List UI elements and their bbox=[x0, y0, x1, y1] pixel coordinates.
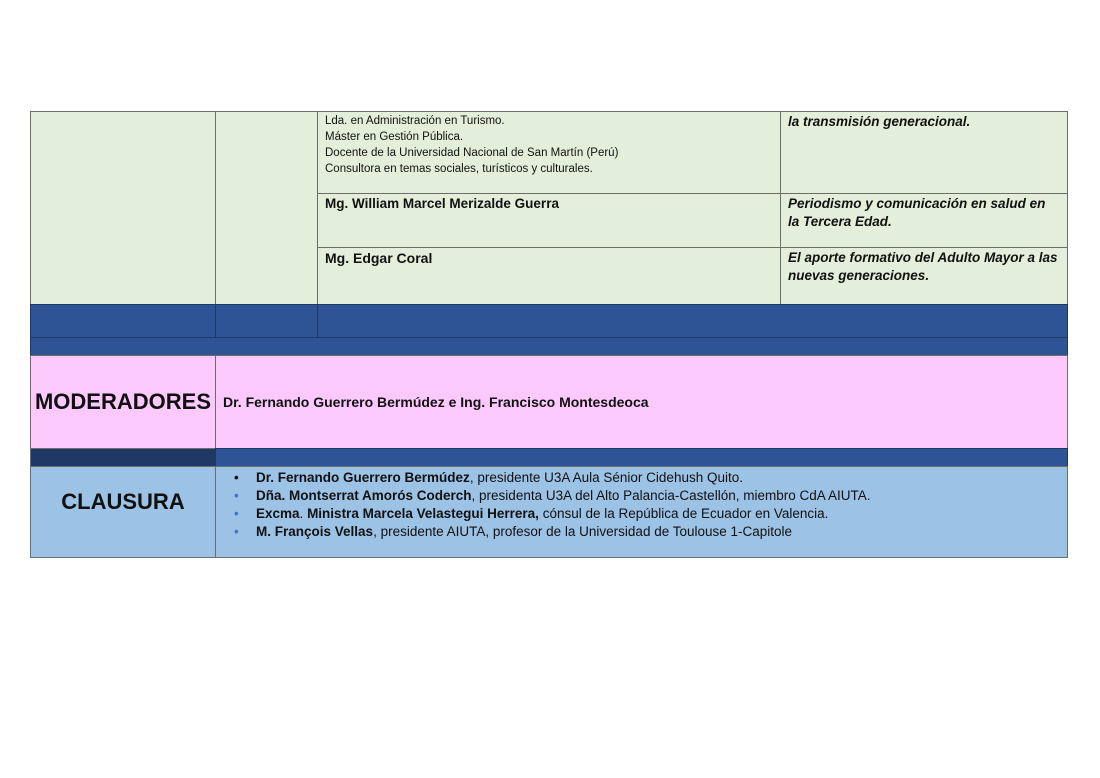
clausura-label-cell bbox=[30, 466, 216, 558]
speaker-bio-cell bbox=[317, 111, 781, 194]
talk-topic: la transmisión generacional. bbox=[788, 114, 971, 129]
speaker-name-cell bbox=[317, 193, 781, 248]
item-text: , presidente AIUTA, profesor de la Universidad de Toulouse 1-Capitole bbox=[373, 524, 793, 539]
separator-cell bbox=[30, 448, 216, 467]
item-text: , presidenta U3A del Alto Palancia-Castellón, miembro CdA AIUTA. bbox=[471, 488, 871, 503]
item-bold: Excma bbox=[256, 506, 300, 521]
moderadores-text-cell bbox=[215, 355, 1068, 449]
separator-cell bbox=[215, 304, 318, 338]
speaker-name: Mg. William Marcel Merizalde Guerra bbox=[325, 196, 559, 211]
item-text: . bbox=[299, 506, 308, 521]
list-item bbox=[216, 505, 1067, 523]
talk-topic-cell bbox=[780, 111, 1068, 194]
moderadores-text: Dr. Fernando Guerrero Bermúdez e Ing. Francisco Montesdeoca bbox=[223, 394, 649, 410]
bio-line: Docente de la Universidad Nacional de San Martín (Perú) bbox=[325, 147, 619, 159]
talk-topic-cell bbox=[780, 247, 1068, 305]
item-bold: Ministra Marcela Velastegui Herrera, bbox=[307, 506, 539, 521]
separator-cell bbox=[30, 304, 216, 338]
item-text: , presidente U3A Aula Sénior Cidehush Quito. bbox=[469, 470, 743, 485]
item-bold: Dña. Montserrat Amorós Coderch bbox=[256, 488, 472, 503]
talk-topic: El aporte formativo del Adulto Mayor a las nuevas generaciones. bbox=[788, 250, 1058, 283]
bio-line: Máster en Gestión Pública. bbox=[325, 131, 464, 143]
table-cell-empty-col2 bbox=[215, 111, 318, 305]
clausura-label: CLAUSURA bbox=[61, 489, 185, 514]
list-item bbox=[216, 487, 1067, 505]
moderadores-label-cell bbox=[30, 355, 216, 449]
clausura-list-cell bbox=[215, 466, 1068, 558]
speaker-name-cell bbox=[317, 247, 781, 305]
bullet-icon: • bbox=[234, 506, 239, 521]
item-bold: Dr. Fernando Guerrero Bermúdez bbox=[256, 470, 470, 485]
table-cell-empty-col1 bbox=[30, 111, 216, 305]
list-item bbox=[216, 469, 1067, 487]
separator-cell bbox=[317, 304, 1068, 338]
moderadores-label: MODERADORES bbox=[34, 389, 211, 414]
speaker-name: Mg. Edgar Coral bbox=[325, 250, 433, 266]
bullet-icon: • bbox=[234, 470, 239, 485]
bullet-icon: • bbox=[234, 488, 239, 503]
separator-cell bbox=[215, 448, 1068, 467]
talk-topic: Periodismo y comunicación en salud en la Tercera Edad. bbox=[788, 196, 1046, 229]
bio-line: Consultora en temas sociales, turísticos y culturales. bbox=[325, 163, 593, 175]
separator-row bbox=[30, 337, 1068, 356]
list-item bbox=[216, 523, 1067, 541]
item-bold: M. François Vellas bbox=[256, 524, 374, 539]
clausura-list bbox=[216, 469, 1067, 541]
bullet-icon: • bbox=[234, 524, 239, 539]
bio-line: Lda. en Administración en Turismo. bbox=[325, 115, 505, 127]
item-text: cónsul de la República de Ecuador en Valencia. bbox=[538, 506, 829, 521]
talk-topic-cell bbox=[780, 193, 1068, 248]
